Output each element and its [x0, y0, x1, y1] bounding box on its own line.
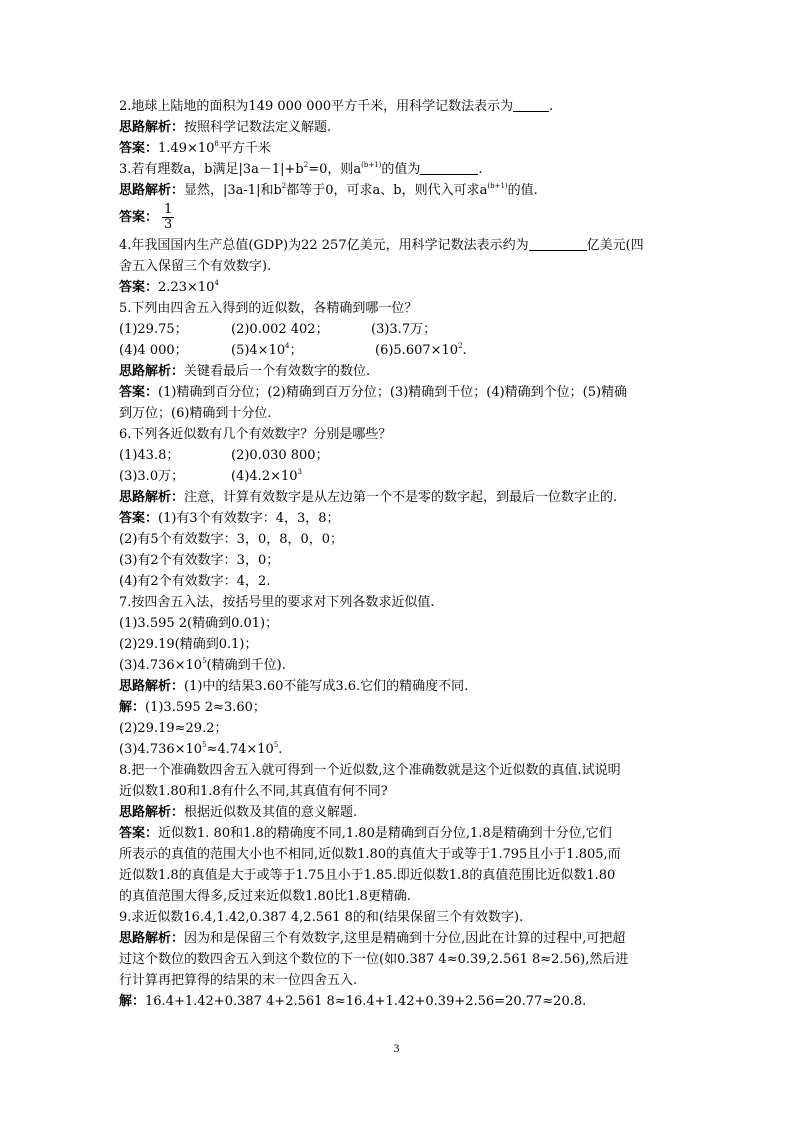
- item: [231, 340, 375, 361]
- problem-9-tip-3: 行计算再把算得的结果的末一位四舍五入.: [119, 973, 358, 988]
- item-text: ；: [289, 343, 303, 358]
- tip-label: 思路解析：: [119, 679, 185, 694]
- tip-text: 显然，|3a-1|和b: [184, 183, 282, 198]
- problem-6-tip: [119, 487, 679, 508]
- problem-8-answer: [119, 823, 679, 844]
- punct: .: [549, 99, 554, 114]
- exponent: 2: [303, 161, 309, 169]
- question-text: 3.若有理数a，b满足|3a－1|+b: [119, 162, 304, 177]
- problem-5-tip: [119, 361, 679, 382]
- solution-label: 解：: [119, 994, 146, 1009]
- tip-label: 思路解析：: [119, 931, 185, 946]
- solution-label: 解：: [119, 700, 146, 715]
- tip-text: 因为和是保留三个有效数字,这里是精确到十分位,因此在计算的过程中,可把超: [184, 931, 626, 946]
- exponent: 4: [285, 342, 290, 350]
- answer-label: 答案：: [119, 141, 159, 156]
- problem-7-tip: [119, 676, 679, 697]
- problem-6-answer-4: (4)有2个有效数字：4，2.: [119, 574, 271, 589]
- problem-3-answer: [119, 201, 679, 235]
- problem-5-answer: [119, 382, 679, 403]
- item: (1)29.75；: [119, 322, 188, 337]
- answer-label: 答案：: [119, 280, 159, 295]
- punct: .: [478, 162, 483, 177]
- question-text: =0，则a: [308, 162, 362, 177]
- tip-text: 的值.: [507, 183, 538, 198]
- solution-text: (3)4.736×10: [119, 742, 203, 757]
- problem-6-items-row2: [119, 466, 679, 487]
- answer-blank: [420, 162, 478, 175]
- problem-7-solution: [119, 697, 679, 718]
- numerator: 1: [164, 202, 173, 217]
- tip-label: 思路解析：: [119, 183, 185, 198]
- problem-4-question: [119, 235, 679, 256]
- problem-5-question: 5.下列由四舍五入得到的近似数，各精确到哪一位？: [119, 301, 418, 316]
- solution-text: 16.4+1.42+0.387 4+2.561 8≈16.4+1.42+0.39+2.56=20.77≈20.8.: [145, 994, 587, 1009]
- exponent: 2: [281, 182, 287, 190]
- problem-5-items-row1: [119, 319, 679, 340]
- tip-label: 思路解析：: [119, 805, 185, 820]
- problem-7-item-3: [119, 655, 679, 676]
- solution-text: (1)3.595 2≈3.60；: [145, 700, 266, 715]
- problem-5-items-row2: [119, 340, 679, 361]
- problem-8-answer-2: 所表示的真值的范围大小也不相同,近似数1.80的真值大于或等于1.795且小于1.805,而: [119, 847, 621, 862]
- answer-text: 近似数1. 80和1.8的精确度不同,1.80是精确到百分位,1.8是精确到十分位,它们: [158, 826, 612, 841]
- answer-text: (1)有3个有效数字：4，3，8；: [158, 511, 340, 526]
- item-text: (4)4.2×10: [231, 469, 298, 484]
- document-body: [119, 96, 679, 1012]
- tip-text: 注意，计算有效数字是从左边第一个不是零的数字起，到最后一位数字止的.: [184, 490, 618, 505]
- problem-6-items-row1: [119, 445, 679, 466]
- item-text: (6)5.607×10: [375, 343, 459, 358]
- tip-text: (1)中的结果3.60不能写成3.6.它们的精确度不同.: [184, 679, 469, 694]
- problem-8-question-cont: 近似数1.80和1.8有什么不同,其真值有何不同?: [119, 784, 388, 799]
- answer-text: (1)精确到百分位；(2)精确到百万分位；(3)精确到千位；(4)精确到个位；(5)精确: [158, 385, 628, 400]
- exponent: 2: [458, 342, 463, 350]
- problem-7-solution-3: [119, 739, 679, 760]
- answer-blank: [513, 99, 549, 112]
- exponent: (b+1): [361, 161, 382, 169]
- answer-label: 答案：: [119, 826, 159, 841]
- question-text: 4.年我国国内生产总值(GDP)为22 257亿美元，用科学记数法表示约为: [119, 238, 529, 253]
- answer-label: 答案：: [119, 210, 159, 225]
- tip-label: 思路解析：: [119, 120, 185, 135]
- solution-text: ≈4.74×10: [206, 742, 274, 757]
- tip-text: 按照科学记数法定义解题.: [184, 120, 332, 135]
- problem-8-question: 8.把一个准确数四舍五入就可得到一个近似数,这个准确数就是这个近似数的真值.试说明: [119, 763, 621, 778]
- problem-7-solution-2: (2)29.19≈29.2；: [119, 721, 228, 736]
- problem-3-tip: [119, 180, 679, 201]
- question-text: 的值为: [381, 162, 421, 177]
- fraction: [162, 203, 174, 232]
- item: (3)3.7万；: [371, 322, 437, 337]
- tip-text: 都等于0，可求a、b，则代入可求a: [286, 183, 488, 198]
- tip-label: 思路解析：: [119, 364, 185, 379]
- tip-text: 根据近似数及其值的意义解题.: [184, 805, 358, 820]
- answer-blank: [529, 238, 587, 251]
- problem-4-answer: [119, 277, 679, 298]
- problem-6-answer-2: (2)有5个有效数字：3，0，8，0，0；: [119, 532, 344, 547]
- item: [375, 343, 467, 358]
- tip-text: 关键看最后一个有效数字的数位.: [184, 364, 371, 379]
- problem-7-question: 7.按四舍五入法，按括号里的要求对下列各数求近似值.: [119, 595, 435, 610]
- item: [231, 469, 302, 484]
- item-text: (精确到千位).: [206, 658, 286, 673]
- exponent: 5: [273, 741, 279, 749]
- answer-label: 答案：: [119, 511, 159, 526]
- question-text: 亿美元(四: [586, 238, 644, 253]
- tip-label: 思路解析：: [119, 490, 185, 505]
- solution-text: .: [278, 742, 283, 757]
- exponent: (b+1): [487, 182, 508, 190]
- item-text: (3)4.736×10: [119, 658, 203, 673]
- problem-8-tip: [119, 802, 679, 823]
- item: (4)4 000；: [119, 343, 188, 358]
- problem-9-tip-2: 过这个数位的数四舍五入到这个数位的下一位(如0.387 4≈0.39,2.561 8≈2.56),然后进: [119, 952, 629, 967]
- problem-7-item-2: (2)29.19(精确到0.1)；: [119, 637, 258, 652]
- problem-2-tip: [119, 117, 679, 138]
- problem-4-question-cont: 舍五入保留三个有效数字).: [119, 259, 272, 274]
- item: (1)43.8；: [119, 448, 180, 463]
- answer-text: 1.49×10: [158, 141, 215, 156]
- problem-2-answer: [119, 138, 679, 159]
- problem-8-answer-4: 的真值范围大得多,反过来近似数1.80比1.8更精确.: [119, 889, 411, 904]
- item: (2)0.030 800；: [231, 448, 329, 463]
- answer-label: 答案：: [119, 385, 159, 400]
- item-text: .: [462, 343, 467, 358]
- problem-2-question: [119, 96, 679, 117]
- exponent: 3: [297, 468, 302, 476]
- answer-unit: 平方千米: [218, 141, 271, 156]
- item: (3)3.0万；: [119, 469, 185, 484]
- item-text: (5)4×10: [231, 343, 286, 358]
- exponent: 8: [214, 140, 219, 148]
- problem-9-solution: [119, 991, 679, 1012]
- problem-9-tip: [119, 928, 679, 949]
- problem-9-question: 9.求近似数16.4,1.42,0.387 4,2.561 8的和(结果保留三个有效数字).: [119, 910, 524, 925]
- problem-6-question: 6.下列各近似数有几个有效数字？分别是哪些？: [119, 427, 392, 442]
- exponent: 5: [202, 657, 207, 665]
- question-text: 2.地球上陆地的面积为149 000 000平方千米，用科学记数法表示为: [119, 99, 514, 114]
- problem-5-answer-cont: 到万位；(6)精确到十分位.: [119, 406, 272, 421]
- exponent: 5: [202, 741, 207, 749]
- answer-text: 2.23×10: [158, 280, 215, 295]
- exponent: 4: [214, 279, 219, 287]
- item: (2)0.002 402；: [231, 322, 329, 337]
- problem-6-answer-3: (3)有2个有效数字：3，0；: [119, 553, 280, 568]
- problem-7-item-1: (1)3.595 2(精确到0.01)；: [119, 616, 279, 631]
- denominator: 3: [164, 217, 173, 232]
- page-number: 3: [393, 1041, 400, 1055]
- problem-6-answer: [119, 508, 679, 529]
- problem-3-question: [119, 159, 679, 180]
- problem-8-answer-3: 近似数1.8的真值是大于或等于1.75且小于1.85.即近似数1.8的真值范围比近似数1.80: [119, 868, 616, 883]
